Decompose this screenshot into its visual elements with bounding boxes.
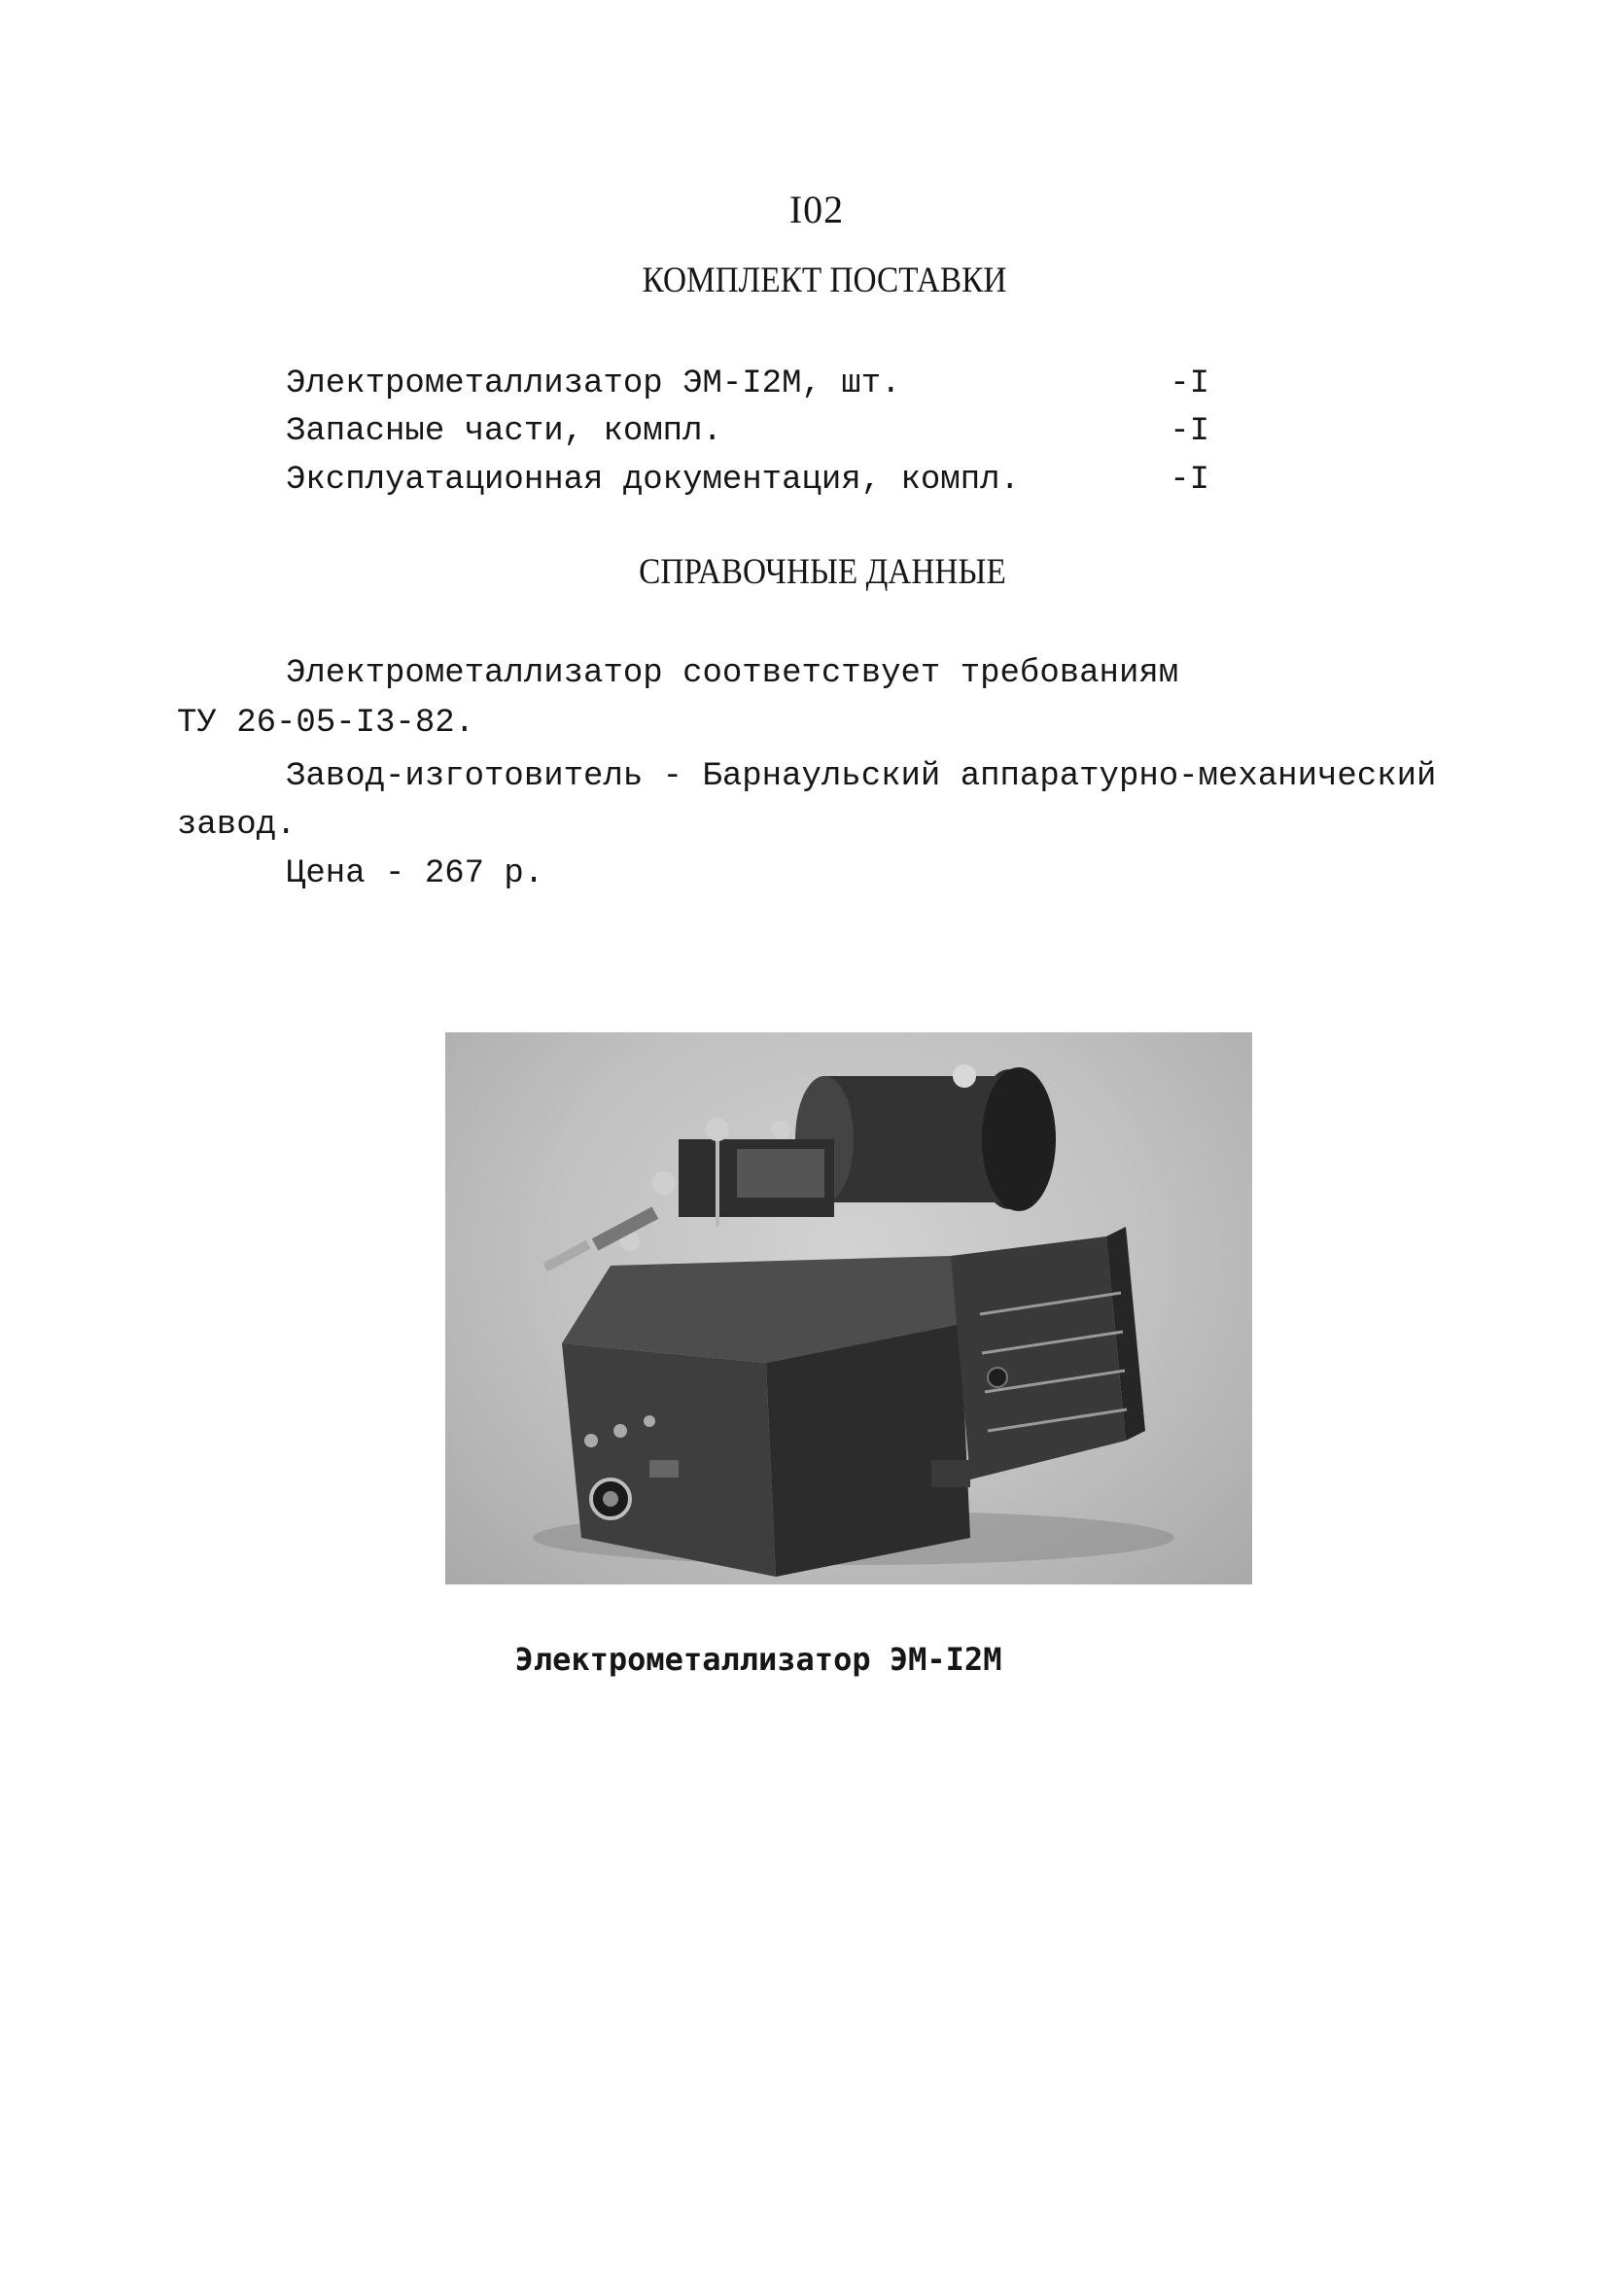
delivery-item — [286, 365, 1209, 416]
device-photo — [445, 1032, 1252, 1584]
reference-data-heading: СПРАВОЧНЫЕ ДАННЫЕ — [639, 552, 1006, 592]
delivery-item — [286, 462, 1209, 512]
delivery-item-label: Эксплуатационная документация, компл. — [286, 462, 1020, 499]
delivery-item-quantity: -I — [1170, 413, 1209, 450]
compliance-text-line1: Электрометаллизатор соответствует требованиям — [286, 655, 1179, 692]
price-text: Цена - 267 р. — [286, 855, 544, 892]
electrometallizer-illustration — [445, 1032, 1252, 1584]
compliance-text-line2: ТУ 26-05-I3-82. — [177, 705, 475, 742]
delivery-item — [286, 413, 1209, 464]
delivery-item-label: Электрометаллизатор ЭМ-I2М, шт. — [286, 365, 901, 402]
delivery-item-quantity: -I — [1170, 462, 1209, 499]
page-number: I02 — [788, 188, 845, 231]
manufacturer-text-line2: завод. — [177, 807, 297, 844]
manufacturer-text-line1: Завод-изготовитель - Барнаульский аппаратурно-механический — [286, 758, 1437, 795]
delivery-item-quantity: -I — [1170, 365, 1209, 402]
delivery-item-label: Запасные части, компл. — [286, 413, 722, 450]
delivery-set-heading: КОМПЛЕКТ ПОСТАВКИ — [642, 261, 1007, 300]
figure-caption: Электрометаллизатор ЭМ-I2М — [514, 1641, 1002, 1678]
